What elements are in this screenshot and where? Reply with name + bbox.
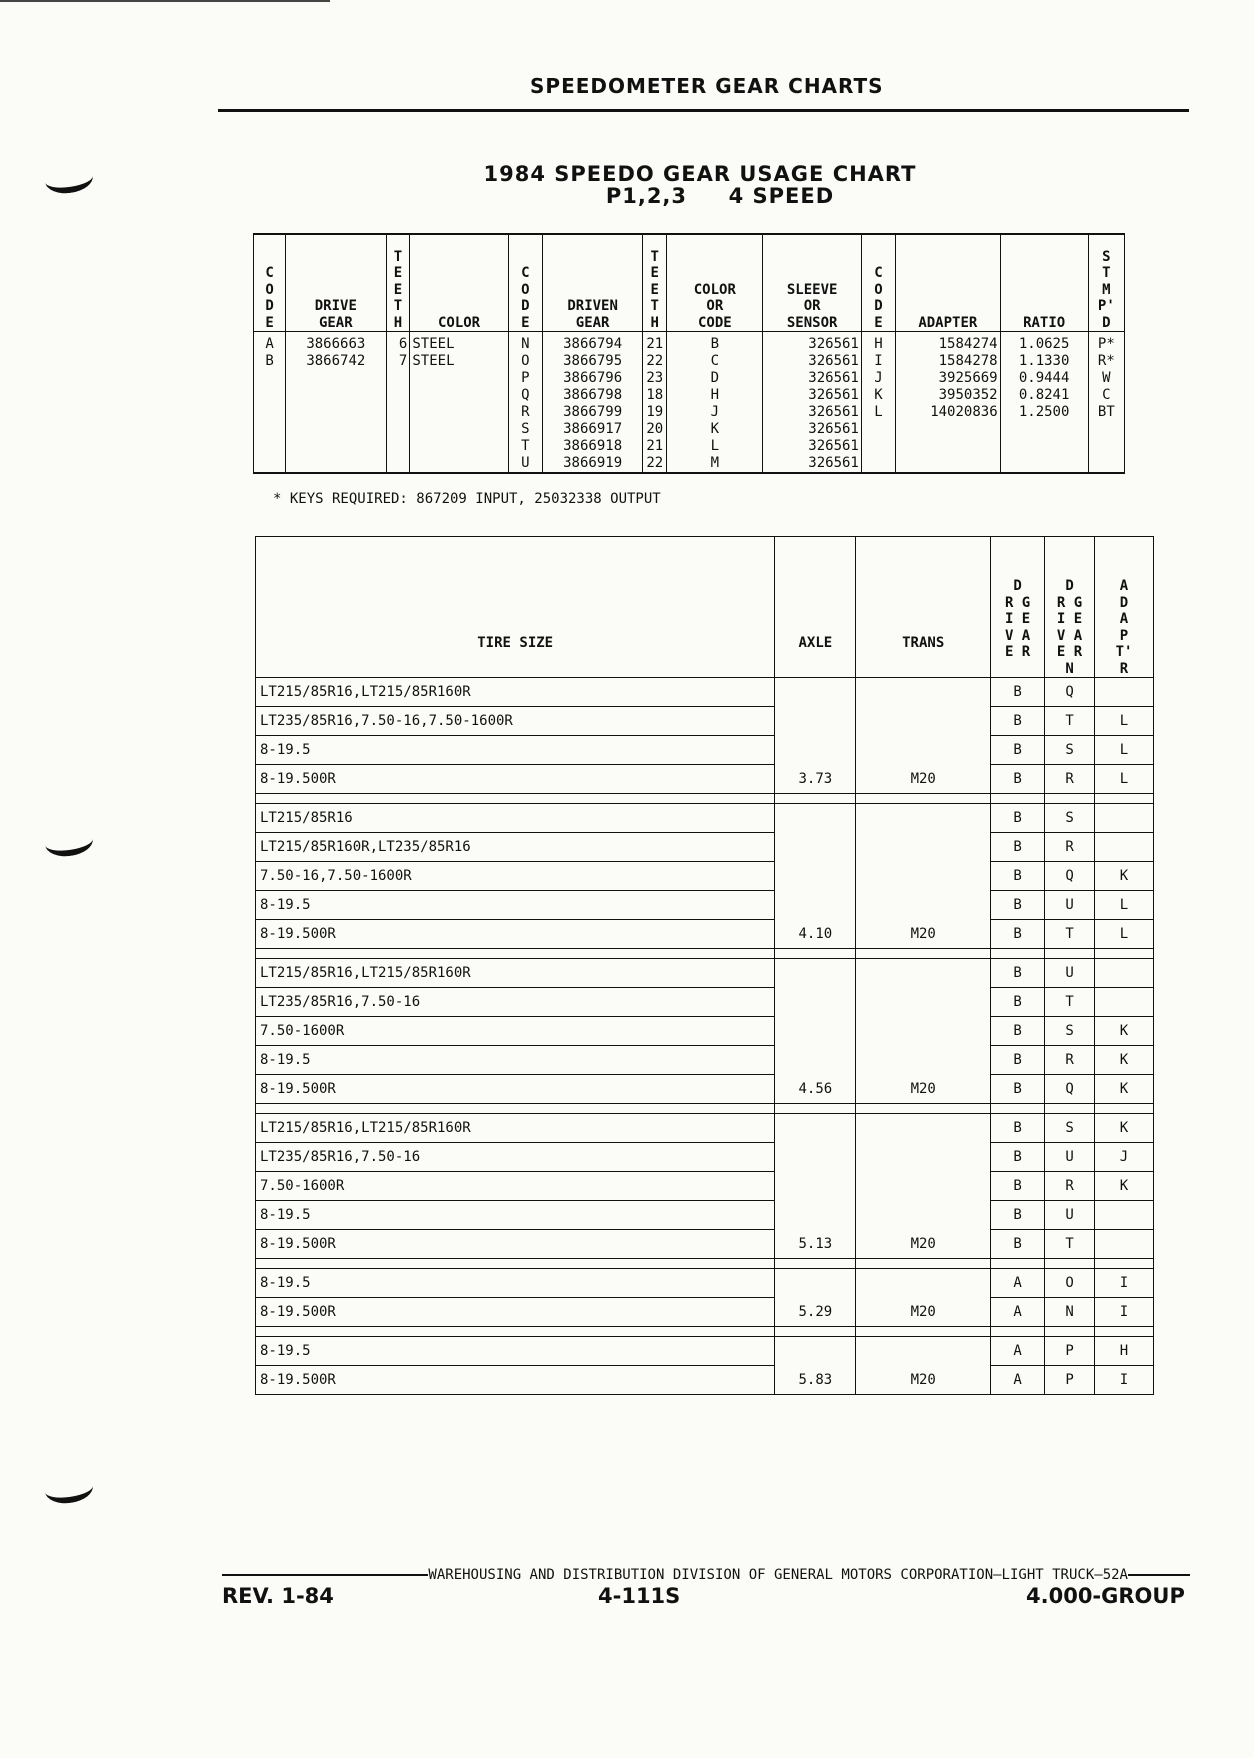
driven-gear-cell: S (1045, 804, 1095, 833)
tire-size-cell: 7.50-16,7.50-1600R (256, 862, 775, 891)
axle-cell (775, 678, 856, 707)
driven-gear-cell: P (1045, 1366, 1095, 1395)
tire-size-cell: 8-19.500R (256, 765, 775, 794)
gear-spec-table (253, 233, 1125, 474)
driven-gear-cell: Q (1045, 1075, 1095, 1104)
axle-cell (775, 959, 856, 988)
tire-size-cell: 7.50-1600R (256, 1017, 775, 1046)
driven-color-codes: B C D H J K L M (667, 332, 763, 474)
driven-gear-cell: Q (1045, 678, 1095, 707)
footer-division: WAREHOUSING AND DISTRIBUTION DIVISION OF GENERAL MOTORS CORPORATION—LIGHT TRUCK—52A (428, 1567, 1128, 1583)
trans-cell (856, 678, 991, 707)
axle-header: AXLE (775, 537, 856, 678)
group-separator (256, 1104, 1154, 1114)
drive-teeth: 6 7 (386, 332, 410, 474)
col-adapter: ADAPTER (896, 234, 1001, 332)
driven-gear-cell: R (1045, 1046, 1095, 1075)
drive-gear-cell: B (991, 765, 1045, 794)
adapter-cell: I (1095, 1366, 1154, 1395)
binder-hole-mark (43, 825, 94, 859)
driven-gear-cell: R (1045, 833, 1095, 862)
driven-gear-cell: U (1045, 1143, 1095, 1172)
drive-codes: A B (254, 332, 286, 474)
trans-cell: M20 (856, 920, 991, 949)
drive-gear-cell: B (991, 959, 1045, 988)
page-header: SPEEDOMETER GEAR CHARTS (530, 74, 884, 98)
adapter-header: A D A P T' R (1095, 537, 1154, 678)
driven-sleeves: 326561 326561 326561 326561 326561 326561 326561 326561 (763, 332, 861, 474)
footer-division-line (222, 1567, 1190, 1583)
table-row (256, 678, 1154, 707)
col-ratio: RATIO (1000, 234, 1088, 332)
header-rule (218, 109, 1189, 112)
driven-gear-cell: U (1045, 959, 1095, 988)
drive-gear-cell: B (991, 920, 1045, 949)
table-row (256, 765, 1154, 794)
table-row (256, 959, 1154, 988)
drive-gear-cell: B (991, 678, 1045, 707)
table-row (256, 1337, 1154, 1366)
adapter-ratios: 1.0625 1.1330 0.9444 0.8241 1.2500 (1000, 332, 1088, 474)
col-drive-gear: DRIVE GEAR (286, 234, 386, 332)
table-row (256, 1201, 1154, 1230)
tire-size-cell: 8-19.500R (256, 1366, 775, 1395)
tire-size-cell: 8-19.500R (256, 1075, 775, 1104)
trans-cell: M20 (856, 765, 991, 794)
tire-size-cell: 8-19.5 (256, 891, 775, 920)
col-driven-gear: DRIVEN GEAR (542, 234, 642, 332)
driven-gear-cell: U (1045, 1201, 1095, 1230)
driven-gear-cell: S (1045, 1114, 1095, 1143)
adapter-cell: K (1095, 1017, 1154, 1046)
drive-gear-cell: B (991, 1230, 1045, 1259)
axle-cell (775, 1114, 856, 1143)
trans-cell: M20 (856, 1298, 991, 1327)
drive-gear-cell: A (991, 1337, 1045, 1366)
trans-cell (856, 1017, 991, 1046)
trans-cell (856, 833, 991, 862)
trans-cell: M20 (856, 1075, 991, 1104)
group-separator (256, 1327, 1154, 1337)
adapter-codes: H I J K L (861, 332, 895, 474)
drive-gear-cell: B (991, 1201, 1045, 1230)
table-row (256, 1269, 1154, 1298)
table-row (256, 1143, 1154, 1172)
table-row (256, 1017, 1154, 1046)
table-row (256, 1366, 1154, 1395)
axle-cell: 4.56 (775, 1075, 856, 1104)
driven-gear-cell: N (1045, 1298, 1095, 1327)
drive-gear-cell: B (991, 1143, 1045, 1172)
drive-gear-cell: B (991, 1172, 1045, 1201)
trans-cell (856, 1201, 991, 1230)
axle-cell (775, 833, 856, 862)
tire-size-cell: 8-19.500R (256, 920, 775, 949)
adapter-cell (1095, 959, 1154, 988)
trans-cell: M20 (856, 1366, 991, 1395)
trans-cell (856, 736, 991, 765)
trans-cell (856, 707, 991, 736)
binder-hole-mark (43, 162, 94, 196)
table-row (256, 1230, 1154, 1259)
drive-gear-cell: B (991, 707, 1045, 736)
tire-size-cell: LT235/85R16,7.50-16 (256, 988, 775, 1017)
table-row (256, 920, 1154, 949)
col-teeth: T E E T H (643, 234, 667, 332)
col-color-or-code: COLOR OR CODE (667, 234, 763, 332)
adapter-cell (1095, 804, 1154, 833)
adapter-cell (1095, 678, 1154, 707)
axle-cell (775, 1172, 856, 1201)
driven-gear-cell: S (1045, 1017, 1095, 1046)
table-row (256, 1046, 1154, 1075)
driven-gear-cell: R (1045, 765, 1095, 794)
axle-cell (775, 1046, 856, 1075)
adapter-cell: L (1095, 891, 1154, 920)
axle-cell (775, 862, 856, 891)
tire-size-cell: 8-19.5 (256, 1269, 775, 1298)
driven-gear-cell: T (1045, 988, 1095, 1017)
drive-gear-cell: B (991, 988, 1045, 1017)
drive-gear-cell: A (991, 1366, 1045, 1395)
table-row (256, 1075, 1154, 1104)
drive-colors: STEEL STEEL (410, 332, 508, 474)
adapter-cell: K (1095, 1114, 1154, 1143)
trans-cell (856, 1337, 991, 1366)
drive-gear-cell: B (991, 862, 1045, 891)
table-row (256, 707, 1154, 736)
trans-cell (856, 891, 991, 920)
trans-cell (856, 1172, 991, 1201)
tire-size-header: TIRE SIZE (256, 537, 775, 678)
axle-cell: 4.10 (775, 920, 856, 949)
adapter-cell: K (1095, 1075, 1154, 1104)
tire-size-cell: LT215/85R16,LT215/85R160R (256, 678, 775, 707)
adapter-cell: L (1095, 736, 1154, 765)
adapter-cell: J (1095, 1143, 1154, 1172)
footer-group: 4.000-GROUP (1026, 1584, 1185, 1608)
col-code: C O D E (861, 234, 895, 332)
drive-gear-cell: B (991, 1075, 1045, 1104)
drive-gear-cell: A (991, 1269, 1045, 1298)
chart-title: 1984 SPEEDO GEAR USAGE CHART (483, 162, 917, 186)
axle-cell (775, 988, 856, 1017)
adapter-cell: L (1095, 707, 1154, 736)
driven-gear-cell: T (1045, 920, 1095, 949)
tire-size-cell: LT215/85R160R,LT235/85R16 (256, 833, 775, 862)
drive-gear-cell: B (991, 1017, 1045, 1046)
axle-cell (775, 1337, 856, 1366)
tire-usage-table (255, 536, 1154, 1395)
col-sleeve-or-sensor: SLEEVE OR SENSOR (763, 234, 861, 332)
adapter-stamped: P* R* W C BT (1088, 332, 1124, 474)
axle-cell (775, 707, 856, 736)
tire-size-cell: LT215/85R16,LT215/85R160R (256, 959, 775, 988)
trans-cell (856, 959, 991, 988)
axle-cell (775, 1201, 856, 1230)
adapter-cell: K (1095, 1172, 1154, 1201)
trans-cell (856, 988, 991, 1017)
drive-gear-cell: B (991, 804, 1045, 833)
group-separator (256, 1259, 1154, 1269)
axle-cell: 3.73 (775, 765, 856, 794)
tire-size-cell: 8-19.500R (256, 1230, 775, 1259)
drive-gear-cell: B (991, 1046, 1045, 1075)
table-row (256, 891, 1154, 920)
keys-note: * KEYS REQUIRED: 867209 INPUT, 25032338 OUTPUT (273, 491, 661, 507)
col-stamped: S T M P' D (1088, 234, 1124, 332)
adapter-cell: H (1095, 1337, 1154, 1366)
table-row (256, 1298, 1154, 1327)
axle-cell (775, 1017, 856, 1046)
trans-cell (856, 1114, 991, 1143)
tire-size-cell: LT215/85R16 (256, 804, 775, 833)
driven-gear-cell: T (1045, 1230, 1095, 1259)
driven-gear-cell: O (1045, 1269, 1095, 1298)
footer-rev: REV. 1-84 (222, 1584, 334, 1608)
adapter-numbers: 1584274 1584278 3925669 3950352 14020836 (896, 332, 1001, 474)
tire-size-cell: 8-19.500R (256, 1298, 775, 1327)
table-row (256, 1114, 1154, 1143)
adapter-cell: K (1095, 862, 1154, 891)
table-row (256, 804, 1154, 833)
tire-size-cell: 8-19.5 (256, 1046, 775, 1075)
driven-gear-cell: U (1045, 891, 1095, 920)
table-row (256, 833, 1154, 862)
col-teeth: T E E T H (386, 234, 410, 332)
trans-cell (856, 1269, 991, 1298)
driven-gear-cell: T (1045, 707, 1095, 736)
driven-gear-cell: R (1045, 1172, 1095, 1201)
driven-codes: N O P Q R S T U (508, 332, 542, 474)
driven-gear-cell: Q (1045, 862, 1095, 891)
group-separator (256, 949, 1154, 959)
adapter-cell: I (1095, 1298, 1154, 1327)
trans-cell (856, 1046, 991, 1075)
driven-gear-cell: S (1045, 736, 1095, 765)
tire-size-cell: LT235/85R16,7.50-16 (256, 1143, 775, 1172)
drive-gear-cell: B (991, 891, 1045, 920)
trans-header: TRANS (856, 537, 991, 678)
col-color: COLOR (410, 234, 508, 332)
footer-page: 4-111S (598, 1584, 681, 1608)
axle-cell (775, 1269, 856, 1298)
driven-gears: 3866794 3866795 3866796 3866798 3866799 3866917 3866918 3866919 (542, 332, 642, 474)
tire-size-cell: 8-19.5 (256, 1201, 775, 1230)
col-code: C O D E (508, 234, 542, 332)
tire-size-cell: 7.50-1600R (256, 1172, 775, 1201)
driven-teeth: 21 22 23 18 19 20 21 22 (643, 332, 667, 474)
table-row (256, 1172, 1154, 1201)
tire-size-cell: 8-19.5 (256, 736, 775, 765)
axle-cell (775, 736, 856, 765)
axle-cell: 5.83 (775, 1366, 856, 1395)
top-edge-line (0, 0, 330, 2)
axle-cell (775, 804, 856, 833)
drive-gear-cell: B (991, 1114, 1045, 1143)
drive-gear-cell: B (991, 833, 1045, 862)
tire-size-cell: LT235/85R16,7.50-16,7.50-1600R (256, 707, 775, 736)
table-row (256, 862, 1154, 891)
adapter-cell: L (1095, 920, 1154, 949)
adapter-cell: K (1095, 1046, 1154, 1075)
tire-size-cell: 8-19.5 (256, 1337, 775, 1366)
table-row (256, 988, 1154, 1017)
adapter-cell (1095, 1201, 1154, 1230)
adapter-cell (1095, 1230, 1154, 1259)
group-separator (256, 794, 1154, 804)
trans-cell: M20 (856, 1230, 991, 1259)
driven-gear-cell: P (1045, 1337, 1095, 1366)
adapter-cell (1095, 833, 1154, 862)
axle-cell (775, 891, 856, 920)
adapter-cell (1095, 988, 1154, 1017)
axle-cell: 5.29 (775, 1298, 856, 1327)
driven-gear-header: D R G I E V A E R N (1045, 537, 1095, 678)
table-row (256, 736, 1154, 765)
axle-cell: 5.13 (775, 1230, 856, 1259)
axle-cell (775, 1143, 856, 1172)
col-code: C O D E (254, 234, 286, 332)
adapter-cell: L (1095, 765, 1154, 794)
trans-cell (856, 1143, 991, 1172)
drive-gears: 3866663 3866742 (286, 332, 386, 474)
drive-gear-header: D R G I E V A E R (991, 537, 1045, 678)
trans-cell (856, 862, 991, 891)
drive-gear-cell: A (991, 1298, 1045, 1327)
drive-gear-cell: B (991, 736, 1045, 765)
trans-cell (856, 804, 991, 833)
chart-subtitle: P1,2,3 4 SPEED (605, 184, 835, 208)
binder-hole-mark (43, 1472, 94, 1506)
tire-size-cell: LT215/85R16,LT215/85R160R (256, 1114, 775, 1143)
adapter-cell: I (1095, 1269, 1154, 1298)
